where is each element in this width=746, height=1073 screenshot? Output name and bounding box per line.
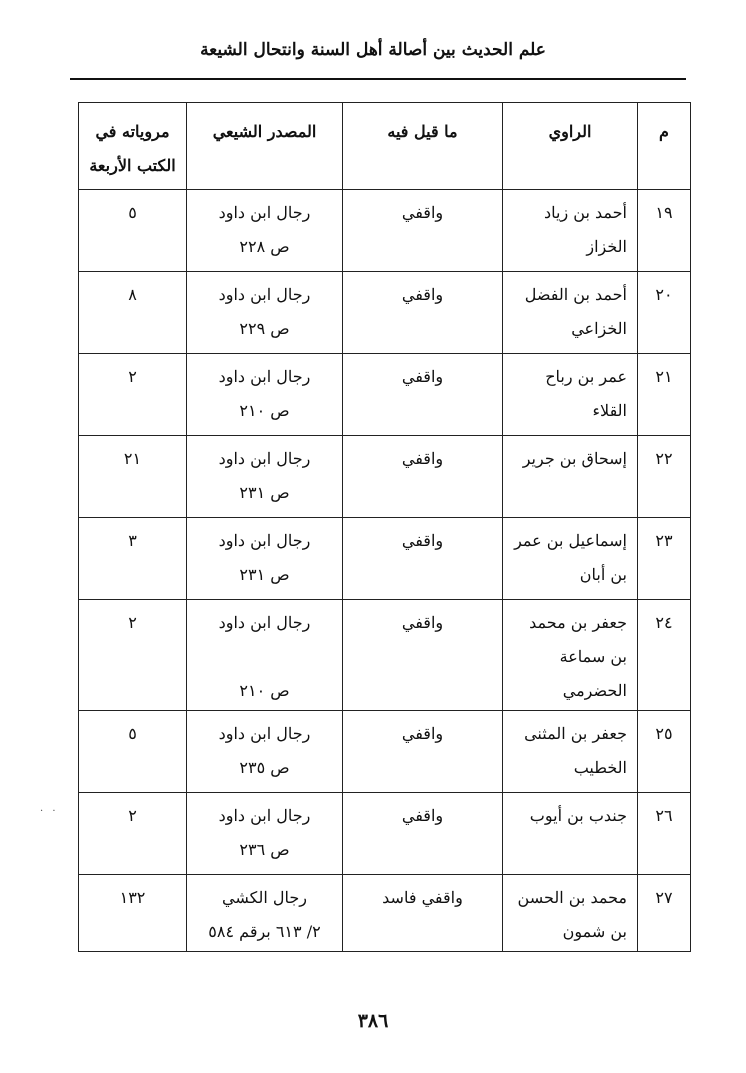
header-count — [79, 103, 187, 190]
row-number: ١٩ — [638, 190, 691, 272]
table-row — [79, 600, 691, 711]
source-cell — [187, 875, 343, 952]
narrator-name-line: جعفر بن محمد — [529, 613, 627, 632]
table-row — [79, 875, 691, 952]
source-title: رجال ابن داود — [218, 531, 311, 550]
source-page: ص ٢٢٩ — [239, 319, 290, 338]
source-page: ص ٢٣١ — [239, 565, 290, 584]
source-title: رجال ابن داود — [218, 285, 311, 304]
narrator-name-line: محمد بن الحسن — [517, 888, 627, 907]
header-num: م — [638, 103, 691, 190]
count-cell: ١٣٢ — [79, 875, 187, 952]
narrator-name-line: أحمد بن زياد — [544, 203, 627, 222]
narrator-name-line: أحمد بن الفضل — [524, 285, 627, 304]
row-number: ٢٧ — [638, 875, 691, 952]
count-cell: ٣ — [79, 518, 187, 600]
source-page: ص ٢٣١ — [239, 483, 290, 502]
said-cell: واقفي — [343, 711, 503, 793]
source-title: رجال الكشي — [222, 888, 307, 907]
source-page: ص ٢٣٦ — [239, 840, 290, 859]
count-cell: ٥ — [79, 190, 187, 272]
page-number: ٣٨٦ — [357, 1010, 389, 1032]
narrator-name-line: الخطيب — [573, 758, 627, 777]
source-title: رجال ابن داود — [218, 613, 311, 632]
source-cell — [187, 711, 343, 793]
row-number: ٢٣ — [638, 518, 691, 600]
source-title: رجال ابن داود — [218, 449, 311, 468]
narrator-name-line: عمر بن رباح — [545, 367, 627, 386]
narrator-name-line: الحضرمي — [562, 681, 627, 700]
header-count-line2: الكتب الأربعة — [89, 156, 176, 175]
source-page: ص ٢٢٨ — [239, 237, 290, 256]
narrator-name-line: الخزاعي — [571, 319, 627, 338]
source-cell — [187, 793, 343, 875]
narrator-name-line: بن أبان — [579, 565, 627, 584]
header-narrator: الراوي — [503, 103, 638, 190]
source-cell — [187, 600, 343, 711]
margin-mark: · · — [40, 806, 59, 817]
row-number: ٢٦ — [638, 793, 691, 875]
said-cell: واقفي — [343, 436, 503, 518]
row-number: ٢١ — [638, 354, 691, 436]
source-cell — [187, 436, 343, 518]
said-cell: واقفي — [343, 600, 503, 711]
source-cell — [187, 354, 343, 436]
source-page: ص ٢١٠ — [239, 681, 290, 700]
source-page: ص ٢١٠ — [239, 401, 290, 420]
narrator-cell — [503, 436, 638, 518]
source-page: ص ٢٣٥ — [239, 758, 290, 777]
narrator-name-line: الخزاز — [586, 237, 627, 256]
narrator-name-line: إسحاق بن جرير — [522, 449, 627, 468]
row-number: ٢٤ — [638, 600, 691, 711]
table-row — [79, 354, 691, 436]
narrator-cell — [503, 711, 638, 793]
narrator-cell — [503, 354, 638, 436]
count-cell: ٢ — [79, 354, 187, 436]
table-row — [79, 272, 691, 354]
table-row — [79, 793, 691, 875]
narrator-name-line: جندب بن أيوب — [529, 806, 627, 825]
narrator-name-line: بن شمون — [562, 922, 627, 941]
running-head: علم الحديث بين أصالة أهل السنة وانتحال الشيعة — [200, 40, 546, 60]
narrator-name-line: القلاء — [592, 401, 627, 420]
table-row — [79, 518, 691, 600]
header-count-line1: مروياته في — [95, 122, 170, 141]
row-number: ٢٢ — [638, 436, 691, 518]
source-cell — [187, 518, 343, 600]
count-cell: ٥ — [79, 711, 187, 793]
narrator-cell — [503, 518, 638, 600]
table-header-row — [79, 103, 691, 190]
narrator-name-line: بن سماعة — [559, 647, 627, 666]
table-row — [79, 436, 691, 518]
narrator-name-line: إسماعيل بن عمر — [514, 531, 627, 550]
said-cell: واقفي فاسد — [343, 875, 503, 952]
said-cell: واقفي — [343, 518, 503, 600]
row-number: ٢٠ — [638, 272, 691, 354]
source-title: رجال ابن داود — [218, 203, 311, 222]
source-cell — [187, 272, 343, 354]
narrator-cell — [503, 875, 638, 952]
narrator-cell — [503, 600, 638, 711]
narrators-table — [78, 102, 691, 952]
count-cell: ٢ — [79, 600, 187, 711]
table-body — [79, 190, 691, 952]
narrator-cell — [503, 272, 638, 354]
said-cell: واقفي — [343, 272, 503, 354]
table-row — [79, 190, 691, 272]
source-title: رجال ابن داود — [218, 806, 311, 825]
header-rule — [70, 78, 686, 80]
count-cell: ٢١ — [79, 436, 187, 518]
source-page: ٢/ ٦١٣ برقم ٥٨٤ — [208, 922, 321, 941]
header-source: المصدر الشيعي — [187, 103, 343, 190]
source-title: رجال ابن داود — [218, 367, 311, 386]
count-cell: ٨ — [79, 272, 187, 354]
said-cell: واقفي — [343, 354, 503, 436]
count-cell: ٢ — [79, 793, 187, 875]
narrator-name-line: جعفر بن المثنى — [524, 724, 627, 743]
narrator-cell — [503, 190, 638, 272]
source-title: رجال ابن داود — [218, 724, 311, 743]
narrator-cell — [503, 793, 638, 875]
row-number: ٢٥ — [638, 711, 691, 793]
said-cell: واقفي — [343, 190, 503, 272]
header-said: ما قيل فيه — [343, 103, 503, 190]
table-row — [79, 711, 691, 793]
said-cell: واقفي — [343, 793, 503, 875]
source-cell — [187, 190, 343, 272]
